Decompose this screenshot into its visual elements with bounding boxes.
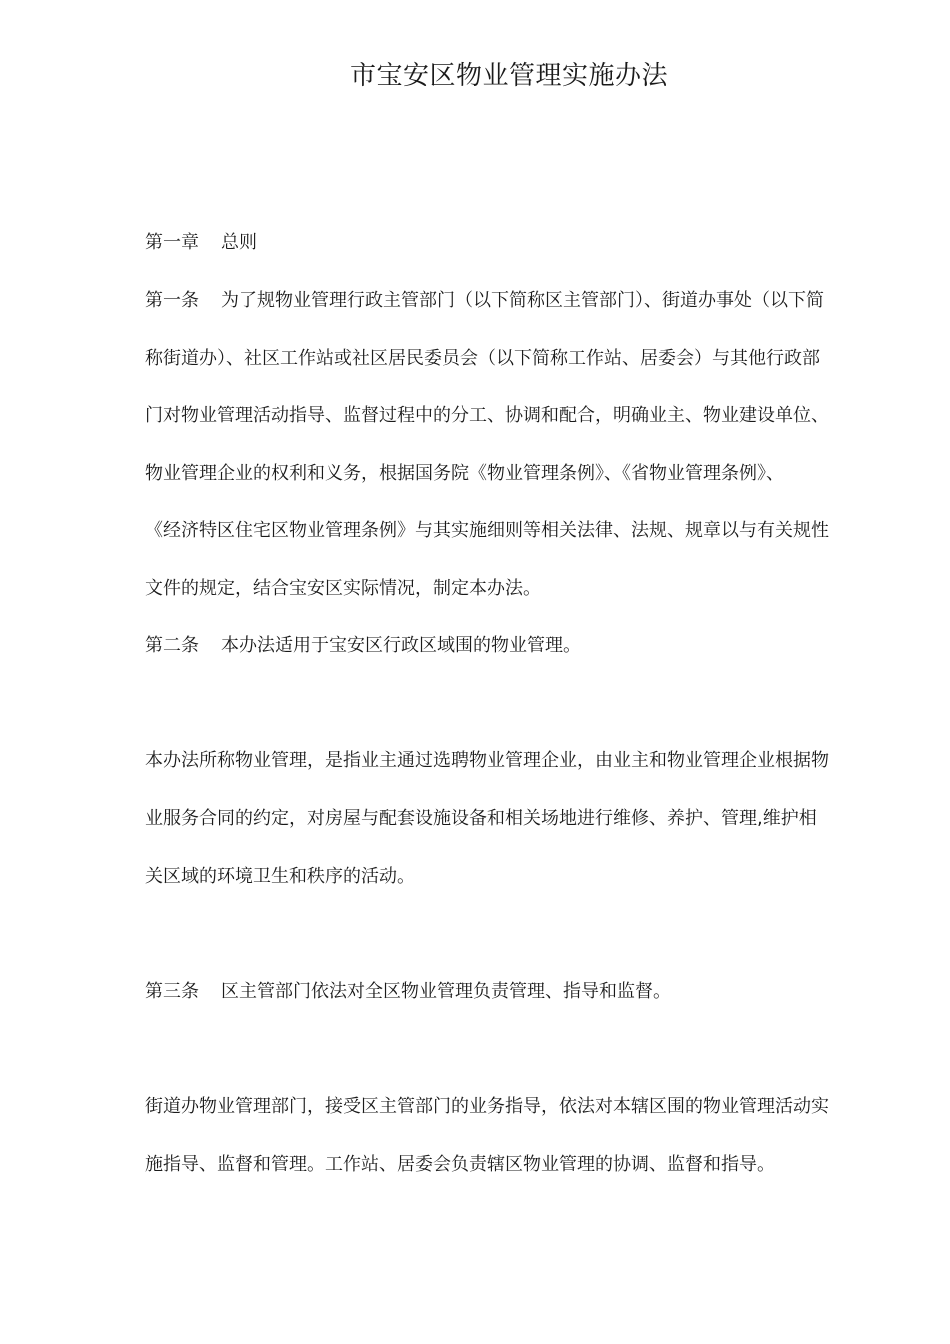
article-1-line-2: 称街道办）、社区工作站或社区居民委员会（以下简称工作站、居委会）与其他行政部 — [145, 348, 820, 369]
document-title: 市宝安区物业管理实施办法 — [349, 61, 668, 91]
article-3 — [145, 979, 875, 1005]
article-1-line-5: 《经济特区住宅区物业管理条例》与其实施细则等相关法律、法规、规章以与有关规性 — [145, 520, 829, 541]
article-3-para-line-2: 施指导、监督和管理。工作站、居委会负责辖区物业管理的协调、监督和指导。 — [145, 1154, 775, 1175]
article-2-para-line-3: 关区域的环境卫生和秩序的活动。 — [145, 866, 415, 887]
article-3-para-line-1: 街道办物业管理部门，接受区主管部门的业务指导，依法对本辖区围的物业管理活动实 — [145, 1096, 829, 1117]
article-2-para-line-1: 本办法所称物业管理，是指业主通过选聘物业管理企业，由业主和物业管理企业根据物 — [145, 750, 829, 771]
article-2 — [145, 633, 875, 659]
article-3-label: 第三条 — [145, 981, 199, 1002]
chapter-heading — [145, 230, 875, 256]
article-2-label: 第二条 — [145, 635, 199, 656]
article-2-text: 本办法适用于宝安区行政区域围的物业管理。 — [221, 635, 581, 656]
article-3-text: 区主管部门依法对全区物业管理负责管理、指导和监督。 — [221, 981, 671, 1002]
article-1-line-1 — [145, 288, 875, 314]
article-1-line-6: 文件的规定，结合宝安区实际情况，制定本办法。 — [145, 578, 541, 599]
article-1-line-4: 物业管理企业的权利和义务，根据国务院《物业管理条例》、《省物业管理条例》、 — [145, 463, 784, 484]
chapter-name: 总则 — [221, 232, 257, 253]
article-1-label: 第一条 — [145, 290, 199, 311]
chapter-number: 第一章 — [145, 232, 199, 253]
article-1-line-3: 门对物业管理活动指导、监督过程中的分工、协调和配合，明确业主、物业建设单位、 — [145, 405, 829, 426]
article-1-text: 为了规物业管理行政主管部门（以下简称区主管部门）、街道办事处（以下简 — [221, 290, 824, 311]
article-2-para-line-2: 业服务合同的约定，对房屋与配套设施设备和相关场地进行维修、养护、管理,维护相 — [145, 808, 817, 829]
